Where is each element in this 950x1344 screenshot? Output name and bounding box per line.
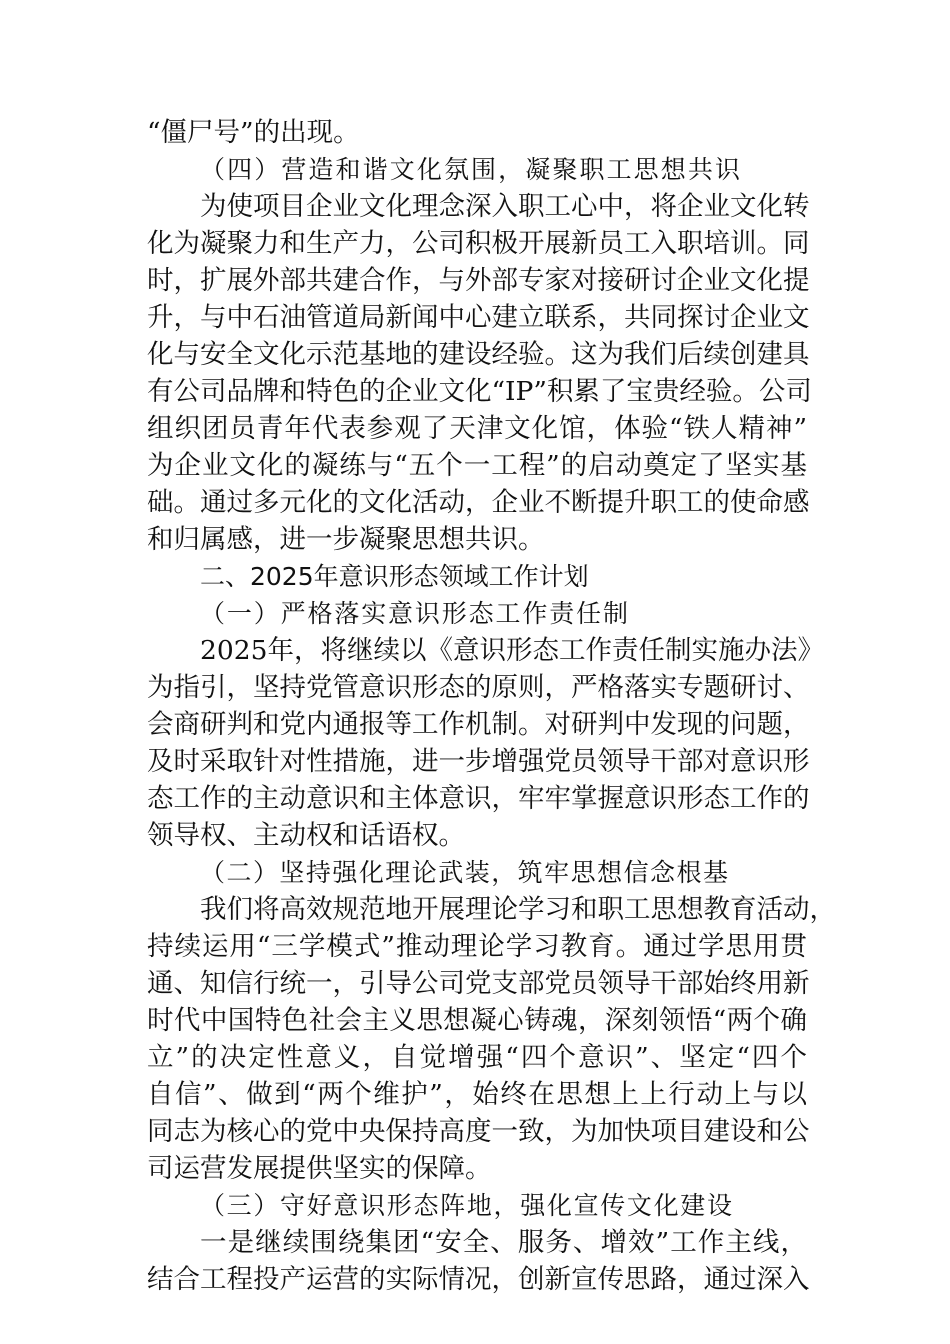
paragraph-line: 会商研判和党内通报等工作机制。对研判中发现的问题， [147, 709, 810, 740]
section-heading: （三）守好意识形态阵地，强化宣传文化建设 [200, 1191, 732, 1220]
section-heading: （一）严格落实意识形态工作责任制 [200, 599, 628, 628]
paragraph-line: 化与安全文化示范基地的建设经验。这为我们后续创建具 [147, 339, 810, 370]
paragraph-line: 我们将高效规范地开展理论学习和职工思想教育活动， [200, 894, 836, 925]
paragraph-line: 组织团员青年代表参观了天津文化馆，体验“铁人精神” [147, 413, 807, 444]
paragraph-line: 为企业文化的凝练与“五个一工程”的启动奠定了坚实基 [147, 450, 807, 481]
paragraph-line: 及时采取针对性措施，进一步增强党员领导干部对意识形 [147, 746, 810, 777]
paragraph-line: 为指引，坚持党管意识形态的原则，严格落实专题研讨、 [147, 672, 810, 703]
paragraph-line: 立”的决定性意义，自觉增强“四个意识”、坚定“四个 [147, 1042, 807, 1073]
paragraph-line: 领导权、主动权和话语权。 [147, 820, 465, 851]
section-heading: （四）营造和谐文化氛围，凝聚职工思想共识 [200, 155, 740, 184]
paragraph-line: 结合工程投产运营的实际情况，创新宣传思路，通过深入 [147, 1264, 810, 1295]
paragraph-line: 有公司品牌和特色的企业文化“IP”积累了宝贵经验。公司 [147, 376, 812, 407]
paragraph-line: 时，扩展外部共建合作，与外部专家对接研讨企业文化提 [147, 265, 810, 296]
paragraph-line: 持续运用“三学模式”推动理论学习教育。通过学思用贯 [147, 931, 807, 962]
paragraph-line: 司运营发展提供坚实的保障。 [147, 1153, 492, 1184]
paragraph-line: 同志为核心的党中央保持高度一致，为加快项目建设和公 [147, 1116, 810, 1147]
paragraph-line: 通、知信行统一，引导公司党支部党员领导干部始终用新 [147, 968, 810, 999]
paragraph-line: 础。通过多元化的文化活动，企业不断提升职工的使命感 [147, 487, 810, 518]
paragraph-line: 时代中国特色社会主义思想凝心铸魂，深刻领悟“两个确 [147, 1005, 807, 1036]
paragraph-line: 升，与中石油管道局新闻中心建立联系，共同探讨企业文 [147, 302, 810, 333]
paragraph-line: 化为凝聚力和生产力，公司积极开展新员工入职培训。同 [147, 228, 810, 259]
paragraph-line: 为使项目企业文化理念深入职工心中，将企业文化转 [200, 191, 810, 222]
section-heading: （二）坚持强化理论武装，筑牢思想信念根基 [200, 858, 728, 887]
paragraph-line: 自信”、做到“两个维护”，始终在思想上上行动上与以 [147, 1079, 807, 1110]
paragraph-line: 和归属感，进一步凝聚思想共识。 [147, 524, 545, 555]
paragraph-line: 态工作的主动意识和主体意识，牢牢掌握意识形态工作的 [147, 783, 810, 814]
paragraph-line: “僵尸号”的出现。 [147, 117, 360, 148]
paragraph-line: 一是继续围绕集团“安全、服务、增效”工作主线， [200, 1227, 807, 1258]
chapter-heading: 二、2025年意识形态领域工作计划 [200, 562, 589, 591]
paragraph-line: 2025年，将继续以《意识形态工作责任制实施办法》 [200, 635, 824, 666]
